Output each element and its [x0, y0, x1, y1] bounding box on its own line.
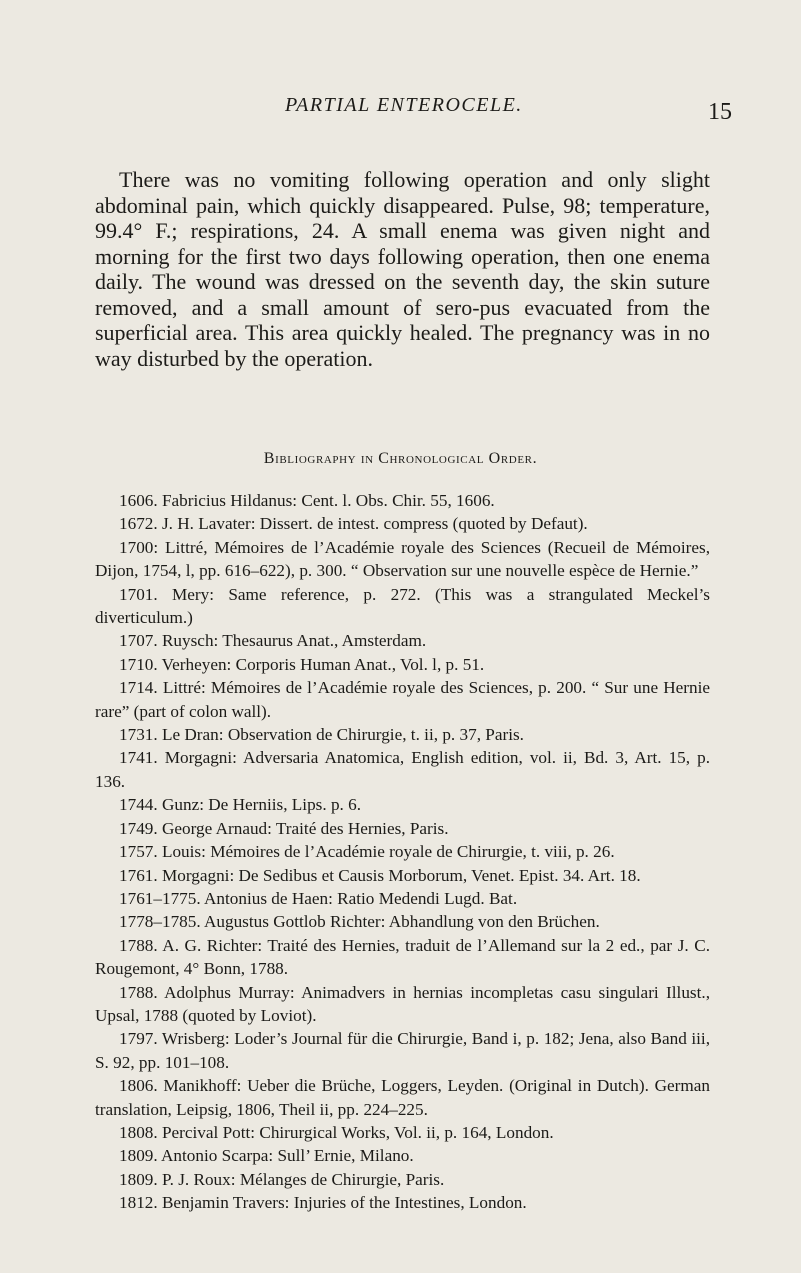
page-header — [0, 76, 801, 125]
bibliography-entry: 1701. Mery: Same reference, p. 272. (This was a strangulated Meckel’s diverticulum.) — [95, 584, 710, 628]
bibliography-entry: 1731. Le Dran: Observation de Chirurgie, t. ii, p. 37, Paris. — [119, 725, 524, 745]
page-number: 15 — [708, 99, 732, 125]
bibliography-entry: 1797. Wrisberg: Loder’s Journal für die Chirurgie, Band i, p. 182; Jena, also Band iii, S. 92, pp. 101–108. — [95, 1029, 710, 1072]
case-report-paragraph: There was no vomiting following operation and only slight abdominal pain, which quickly disappeared. Pulse, 98; temperature, 99.4° F.; respirations, 24. A small enema was given night and morning for the first two days following operation, then one enema daily. The wound was dressed on the seventh day, the skin suture removed, and a small amount of sero-pus evacuated from the superficial area. This area quickly healed. The pregnancy was in no way disturbed by the operation. — [95, 167, 710, 371]
bibliography-entry: 1761. Morgagni: De Sedibus et Causis Morborum, Venet. Epist. 34. Art. 18. — [119, 865, 641, 885]
bibliography-entry: 1606. Fabricius Hildanus: Cent. l. Obs. Chir. 55, 1606. — [119, 491, 495, 510]
bibliography-entry: 1806. Manikhoff: Ueber die Brüche, Loggers, Leyden. (Original in Dutch). German translation, Leipsig, 1806, Theil ii, pp. 224–225. — [95, 1076, 710, 1119]
bibliography-entry: 1700: Littré, Mémoires de l’Académie royale des Sciences (Recueil de Mémoires, Dijon, 1754, l, pp. 616–622), p. 300. “ Observation sur une nouvelle espèce de Hernie.” — [95, 537, 710, 581]
bibliography-entry: 1809. P. J. Roux: Mélanges de Chirurgie, Paris. — [119, 1169, 445, 1189]
bibliography-heading: Bibliography in Chronological Order. — [263, 450, 538, 467]
bibliography-entry: 1672. J. H. Lavater: Dissert. de intest. compress (quoted by Defaut). — [119, 514, 588, 534]
bibliography-entry: 1714. Littré: Mémoires de l’Académie royale des Sciences, p. 200. “ Sur une Hernie rare” (part of colon wall). — [95, 678, 710, 721]
bibliography-entry: 1809. Antonio Scarpa: Sull’ Ernie, Milano. — [119, 1146, 414, 1166]
bibliography-entry: 1788. A. G. Richter: Traité des Hernies, traduit de l’Allemand sur la 2 ed., par J. C. Rougemont, 4° Bonn, 1788. — [95, 935, 710, 979]
bibliography-entry: 1710. Verheyen: Corporis Human Anat., Vol. l, p. 51. — [119, 654, 485, 674]
running-head: PARTIAL ENTEROCELE. — [285, 94, 523, 116]
bibliography-entry: 1808. Percival Pott: Chirurgical Works, Vol. ii, p. 164, London. — [119, 1122, 554, 1142]
bibliography-entry: 1761–1775. Antonius de Haen: Ratio Medendi Lugd. Bat. — [119, 888, 518, 908]
bibliography-entry: 1749. George Arnaud: Traité des Hernies, Paris. — [119, 818, 449, 838]
bibliography-entry: 1744. Gunz: De Herniis, Lips. p. 6. — [119, 795, 362, 815]
bibliography-entry: 1812. Benjamin Travers: Injuries of the Intestines, London. — [119, 1193, 527, 1213]
bibliography-entry: 1788. Adolphus Murray: Animadvers in hernias incompletas casu singulari Illust., Upsal, 1788 (quoted by Loviot). — [95, 982, 710, 1025]
bibliography-list — [95, 489, 710, 1215]
bibliography-entry: 1757. Louis: Mémoires de l’Académie royale de Chirurgie, t. viii, p. 26. — [119, 842, 615, 862]
bibliography-entry: 1778–1785. Augustus Gottlob Richter: Abhandlung von den Brüchen. — [119, 912, 600, 932]
bibliography-entry: 1707. Ruysch: Thesaurus Anat., Amsterdam. — [119, 631, 427, 651]
bibliography-entry: 1741. Morgagni: Adversaria Anatomica, English edition, vol. ii, Bd. 3, Art. 15, p. 136. — [95, 748, 710, 791]
